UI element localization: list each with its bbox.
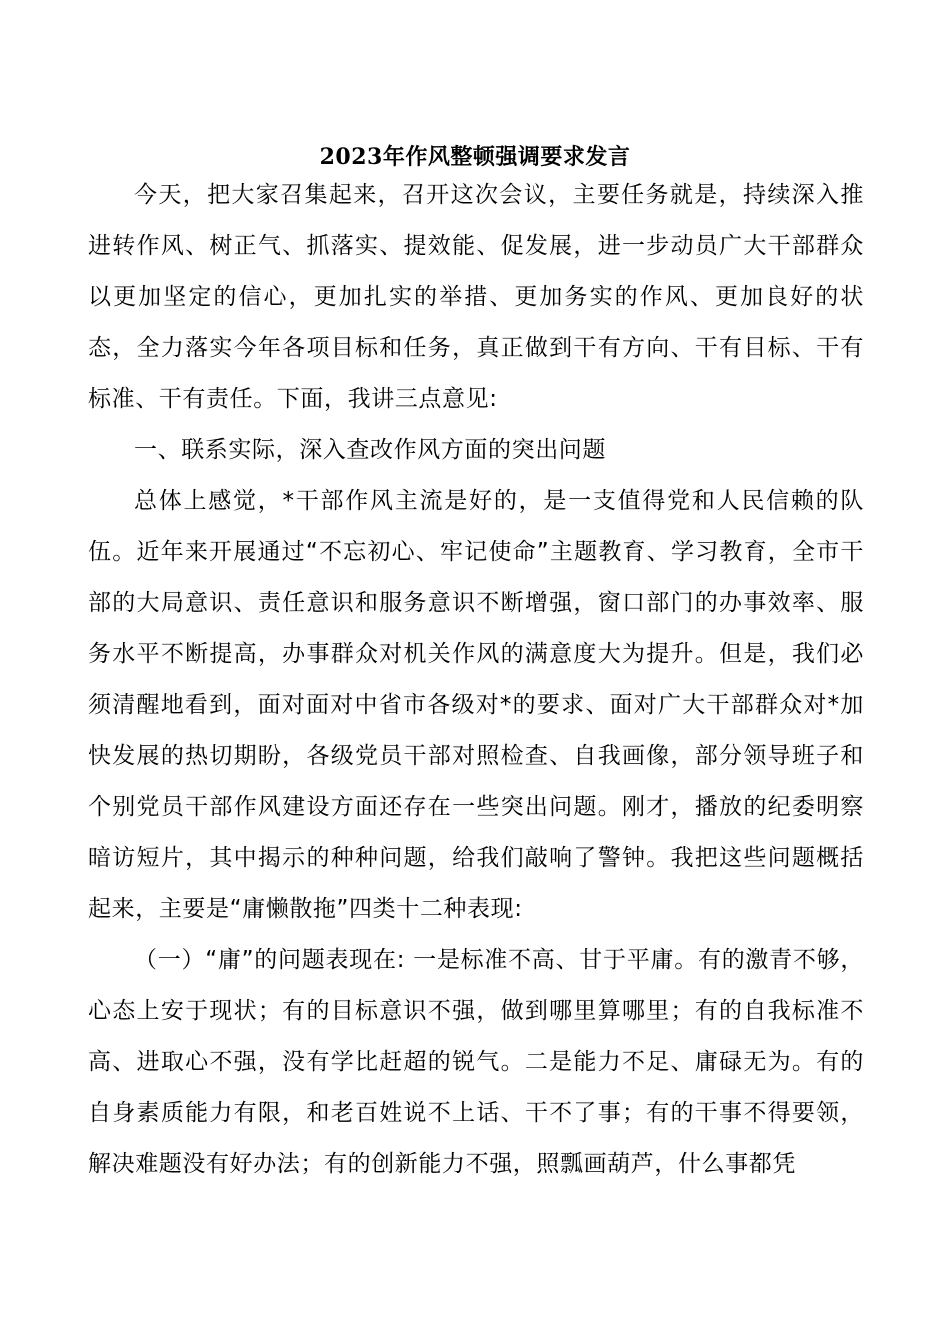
paragraph-intro: 今天，把大家召集起来，召开这次会议，主要任务就是，持续深入推进转作风、树正气、抓落实、提效能、促发展，进一步动员广大干部群众以更加坚定的信心，更加扎实的举措、更加务实的作风、更加良好的状态，全力落实今年各项目标和任务，真正做到干有方向、干有目标、干有标准、干有责任。下面，我讲三点意见: (88, 182, 864, 412)
paragraph-overview: 总体上感觉，*干部作风主流是好的，是一支值得党和人民信赖的队伍。近年来开展通过“不忘初心、牢记使命”主题教育、学习教育，全市干部的大局意识、责任意识和服务意识不断增强，窗口部门的办事效率、服务水平不断提高，办事群众对机关作风的满意度大为提升。但是，我们必须清醒地看到，面对面对中省市各级对*的要求、面对广大干部群众对*加快发展的热切期盼，各级党员干部对照检查、自我画像，部分领导班子和个别党员干部作风建设方面还存在一些突出问题。刚才，播放的纪委明察暗访短片，其中揭示的种种问题，给我们敲响了警钟。我把这些问题概括起来，主要是“庸懒散拖”四类十二种表现: (88, 488, 864, 922)
paragraph-subsection-1: （一）“庸”的问题表现在: 一是标准不高、甘于平庸。有的激青不够，心态上安于现状；有的目标意识不强，做到哪里算哪里；有的自我标准不高、进取心不强，没有学比赶超的锐气。二是能力不足、庸碌无为。有的自身素质能力有限，和老百姓说不上话、干不了事；有的干事不得要领，解决难题没有好办法；有的创新能力不强，照瓢画葫芦，什么事都凭 (88, 947, 864, 1177)
section-heading-1: 一、联系实际，深入查改作风方面的突出问题 (134, 437, 606, 463)
document-title: 2023年作风整顿强调要求发言 (319, 144, 631, 170)
document-body (88, 170, 864, 1190)
